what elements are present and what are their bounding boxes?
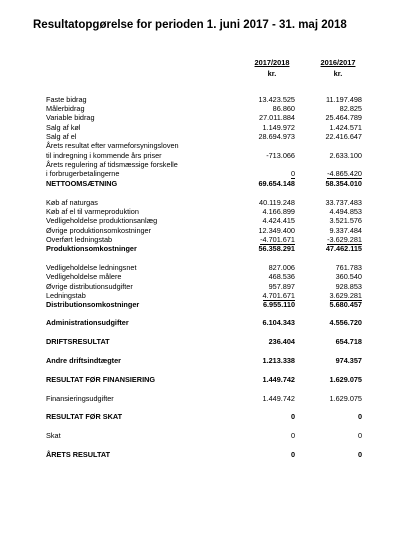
row-label: Vedligeholdelse ledningsnet [46,263,137,272]
value-current-year: -4.701.671 [260,235,295,244]
statement-row [0,160,400,169]
row-label: Skat [46,431,61,440]
row-label: Køb af naturgas [46,198,98,207]
row-label: DRIFTSRESULTAT [46,337,110,346]
value-prior-year: 761.783 [335,263,362,272]
row-label: NETTOOMSÆTNING [46,179,118,188]
row-label: Vedligeholdelse målere [46,272,122,281]
value-current-year: 0 [290,450,295,459]
row-label: Øvrige distributionsudgifter [46,282,133,291]
value-prior-year: 4.556.720 [329,318,362,327]
statement-row [0,169,400,178]
value-prior-year: 9.337.484 [329,226,362,235]
value-prior-year: 22.416.647 [325,132,362,141]
statement-row [0,318,400,327]
value-current-year: 0 [290,431,295,440]
value-current-year: 1.213.338 [262,356,295,365]
value-current-year: 0 [290,412,295,421]
row-label: Ledningstab [46,291,86,300]
column-unit-label: kr. [267,69,277,78]
row-label: Målerbidrag [46,104,85,113]
row-label: Distributionsomkostninger [46,300,140,309]
statement-row [0,244,400,253]
row-label: RESULTAT FØR SKAT [46,412,123,421]
value-current-year: 28.694.973 [258,132,295,141]
statement-row [0,113,400,122]
row-label: ÅRETS RESULTAT [46,450,111,459]
value-current-year: 6.955.110 [262,300,295,309]
value-prior-year: 1.629.075 [329,394,362,403]
value-prior-year: 5.680.457 [329,300,362,309]
row-label: Andre driftsindtægter [46,356,121,365]
statement-row [0,263,400,272]
value-current-year: 6.104.343 [262,318,295,327]
value-current-year: 0 [290,169,295,178]
column-year-label: 2016/2017 [320,58,356,67]
value-prior-year: -3.629.281 [327,235,362,244]
value-prior-year: 47.462.115 [325,244,362,253]
statement-row [0,272,400,281]
statement-row [0,394,400,403]
value-current-year: 40.119.248 [259,198,295,207]
row-label: Faste bidrag [46,95,87,104]
statement-row [0,95,400,104]
value-current-year: 1.449.742 [262,394,295,403]
value-prior-year: 25.464.789 [325,113,362,122]
value-prior-year: -4.865.420 [327,169,362,178]
statement-row [0,235,400,244]
value-prior-year: 4.494.853 [329,207,362,216]
row-label: Finansieringsudgifter [46,394,114,403]
column-unit-label: kr. [333,69,343,78]
statement-row [0,226,400,235]
statement-row [0,356,400,365]
value-prior-year: 3.629.281 [329,291,362,300]
value-current-year: -713.066 [266,151,295,160]
value-prior-year: 3.521.576 [329,216,362,225]
value-current-year: 86.860 [272,104,295,113]
statement-row [0,375,400,384]
statement-row [0,431,400,440]
value-current-year: 957.897 [268,282,295,291]
value-current-year: 56.358.291 [258,244,295,253]
value-prior-year: 82.825 [339,104,362,113]
value-current-year: 12.349.400 [258,226,295,235]
value-prior-year: 33.737.483 [325,198,362,207]
row-label: Salg af køl [46,123,81,132]
statement-row [0,216,400,225]
statement-row [0,412,400,421]
value-current-year: 4.166.899 [262,207,295,216]
value-prior-year: 0 [357,450,362,459]
statement-row [0,198,400,207]
value-prior-year: 0 [357,412,362,421]
statement-row [0,141,400,150]
value-prior-year: 1.424.571 [329,123,362,132]
value-current-year: 69.654.148 [258,179,295,188]
value-current-year: 827.006 [268,263,295,272]
row-label: Vedligeholdelse produktionsanlæg [46,216,158,225]
row-label: Årets resultat efter varmeforsyningsloven [46,141,179,150]
value-current-year: 1.149.972 [262,123,295,132]
statement-row [0,300,400,309]
value-current-year: 4.424.415 [262,216,295,225]
value-current-year: 13.423.525 [258,95,295,104]
statement-row [0,450,400,459]
column-year-label: 2017/2018 [254,58,290,67]
statement-row [0,104,400,113]
statement-row [0,132,400,141]
statement-row [0,123,400,132]
statement-row [0,291,400,300]
row-label: til indregning i kommende års priser [46,151,162,160]
value-current-year: 468.536 [268,272,295,281]
value-prior-year: 654.718 [335,337,362,346]
statement-row [0,207,400,216]
value-prior-year: 928.853 [335,282,362,291]
value-prior-year: 0 [357,431,362,440]
value-current-year: 27.011.884 [259,113,295,122]
statement-row [0,151,400,160]
value-prior-year: 360.540 [335,272,362,281]
value-current-year: 1.449.742 [262,375,295,384]
value-current-year: 4.701.671 [262,291,295,300]
value-current-year: 236.404 [268,337,295,346]
page-title: Resultatopgørelse for perioden 1. juni 2017 - 31. maj 2018 [33,19,347,31]
row-label: Variable bidrag [46,113,95,122]
row-label: Salg af el [46,132,77,141]
value-prior-year: 11.197.498 [326,95,362,104]
row-label: Øvrige produktionsomkostninger [46,226,152,235]
value-prior-year: 1.629.075 [329,375,362,384]
row-label: Årets regulering af tidsmæssige forskelle [46,160,178,169]
row-label: Køb af el til varmeproduktion [46,207,139,216]
statement-row [0,282,400,291]
value-prior-year: 2.633.100 [329,151,362,160]
value-prior-year: 974.357 [335,356,362,365]
row-label: Produktionsomkostninger [46,244,137,253]
row-label: Administrationsudgifter [46,318,129,327]
statement-row [0,179,400,188]
row-label: Overført ledningstab [46,235,113,244]
value-prior-year: 58.354.010 [325,179,362,188]
row-label: RESULTAT FØR FINANSIERING [46,375,156,384]
row-label: i forbrugerbetalingerne [46,169,120,178]
statement-row [0,337,400,346]
